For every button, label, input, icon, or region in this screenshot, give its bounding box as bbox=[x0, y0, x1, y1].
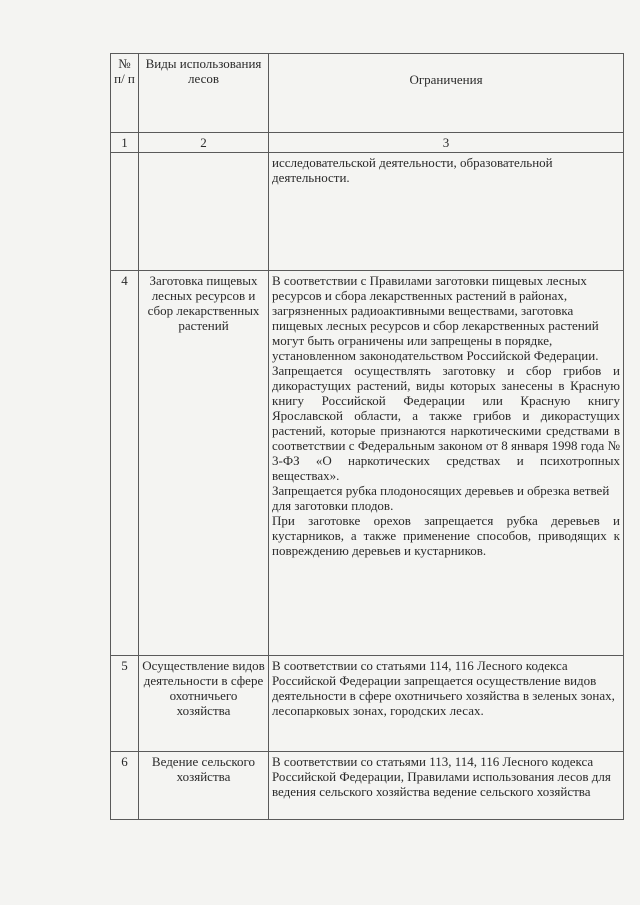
row-type: Ведение сельского хозяйства bbox=[139, 752, 269, 820]
header-num: № п/ п bbox=[111, 54, 139, 133]
row-restrictions bbox=[269, 752, 624, 820]
table-row bbox=[111, 752, 624, 820]
restriction-paragraph: Запрещается рубка плодоносящих деревьев и обрезка ветвей для заготовки плодов. bbox=[272, 483, 610, 513]
header-type: Виды использования лесов bbox=[139, 54, 269, 133]
header-row bbox=[111, 54, 624, 133]
restriction-paragraph: Запрещается осуществлять заготовку и сбор грибов и дикорастущих растений, виды которых занесены в Красную книгу Российской Федерации или Красную книгу Ярославской области, а также грибов и дикорастущих растений, которые признаются наркотическими средствами в соответствии с Федеральным законом от 8 января 1998 года № 3-ФЗ «О наркотических средствах и психотропных веществах». bbox=[272, 363, 620, 483]
row-number: 4 bbox=[111, 271, 139, 656]
row-number: 5 bbox=[111, 656, 139, 752]
row-number: 6 bbox=[111, 752, 139, 820]
column-number: 2 bbox=[139, 133, 269, 153]
row-restrictions bbox=[269, 153, 624, 271]
restrictions-table bbox=[110, 53, 624, 820]
column-number: 3 bbox=[269, 133, 624, 153]
column-number-row bbox=[111, 133, 624, 153]
row-restrictions bbox=[269, 656, 624, 752]
row-type bbox=[139, 153, 269, 271]
restriction-paragraph: В соответствии с Правилами заготовки пищевых лесных ресурсов и сбора лекарственных растений в районах, загрязненных радиоактивными веществами, заготовка пищевых лесных ресурсов и сбор лекарственных растений могут быть ограничены или запрещены в порядке, установленном законодательством Российской Федерации. bbox=[272, 273, 599, 363]
column-number: 1 bbox=[111, 133, 139, 153]
restriction-paragraph: исследовательской деятельности, образовательной деятельности. bbox=[272, 155, 553, 185]
table-row bbox=[111, 271, 624, 656]
row-restrictions bbox=[269, 271, 624, 656]
restriction-paragraph: В соответствии со статьями 113, 114, 116 Лесного кодекса Российской Федерации, Правилами использования лесов для ведения сельского хозяйства ведение сельского хозяйства bbox=[272, 754, 611, 799]
table-row bbox=[111, 656, 624, 752]
restriction-paragraph: При заготовке орехов запрещается рубка деревьев и кустарников, а также применение способов, приводящих к повреждению деревьев и кустарников. bbox=[272, 513, 620, 558]
header-restrictions: Ограничения bbox=[269, 54, 624, 133]
row-number bbox=[111, 153, 139, 271]
table-row bbox=[111, 153, 624, 271]
row-type: Заготовка пищевых лесных ресурсов и сбор лекарственных растений bbox=[139, 271, 269, 656]
restriction-paragraph: В соответствии со статьями 114, 116 Лесного кодекса Российской Федерации запрещается осуществление видов деятельности в сфере охотничьего хозяйства в зеленых зонах, лесопарковых зонах, городских лесах. bbox=[272, 658, 615, 718]
row-type: Осуществление видов деятельности в сфере охотничьего хозяйства bbox=[139, 656, 269, 752]
